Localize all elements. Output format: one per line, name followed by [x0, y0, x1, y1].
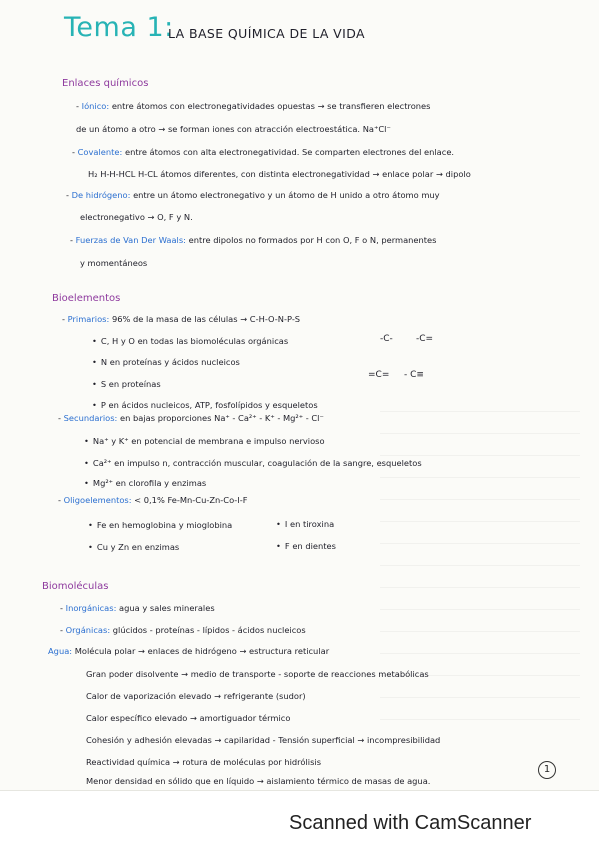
label-primarios: Primarios:	[67, 314, 110, 324]
agua-property: Calor de vaporización elevado → refrigerante (sudor)	[86, 691, 306, 701]
agua-property: Gran poder disolvente → medio de transporte - soporte de reacciones metabólicas	[86, 669, 429, 679]
agua-property: Cohesión y adhesión elevadas → capilaridad - Tensión superficial → incompresibilidad	[86, 735, 441, 745]
label-hidrogeno: De hidrógeno:	[71, 190, 131, 200]
page-subtitle: LA BASE QUÍMICA DE LA VIDA	[168, 26, 365, 41]
section-heading-enlaces: Enlaces químicos	[62, 78, 149, 89]
text-hidrogeno-2: electronegativo → O, F y N.	[80, 212, 193, 222]
enlace-hidrogeno: - De hidrógeno: entre un átomo electronegativo y un átomo de H unido a otro átomo muy	[66, 190, 440, 200]
enlace-ionico: - Iónico: entre átomos con electronegatividades opuestas → se transfieren electrones	[76, 101, 431, 111]
list-item: • F en dientes	[276, 541, 336, 551]
bioelementos-primarios: - Primarios: 96% de la masa de las células → C-H-O-N-P-S	[62, 314, 301, 324]
page-number: 1	[538, 761, 556, 779]
text-ionico-2: de un átomo a otro → se forman iones con atracción electroestática. Na⁺Cl⁻	[76, 124, 391, 134]
list-item: • Cu y Zn en enzimas	[88, 542, 179, 552]
agua-property: Menor densidad en sólido que en líquido → aislamiento térmico de masas de agua.	[86, 776, 431, 786]
list-item: • N en proteínas y ácidos nucleicos	[92, 357, 240, 367]
text-agua: Molécula polar → enlaces de hidrógeno → estructura reticular	[74, 646, 330, 656]
list-item: • Fe en hemoglobina y mioglobina	[88, 520, 232, 530]
biomoleculas-organicas: - Orgánicas: glúcidos - proteínas - lípidos - ácidos nucleicos	[60, 625, 306, 635]
biomoleculas-agua	[48, 646, 329, 656]
label-secundarios: Secundarios:	[63, 413, 118, 423]
enlace-covalente: - Covalente: entre átomos con alta electronegatividad. Se comparten electrones del enlace.	[72, 147, 455, 157]
bioelementos-oligoelementos: - Oligoelementos: < 0,1% Fe-Mn-Cu-Zn-Co-I-F	[58, 495, 248, 505]
list-item: • Na⁺ y K⁺ en potencial de membrana e impulso nervioso	[84, 436, 325, 446]
list-item: • Ca²⁺ en impulso n, contracción muscular, coagulación de la sangre, esqueletos	[84, 458, 422, 468]
biomoleculas-inorganicas: - Inorgánicas: agua y sales minerales	[60, 603, 215, 613]
label-organicas: Orgánicas:	[65, 625, 111, 635]
list-item: • P en ácidos nucleicos, ATP, fosfolípidos y esqueletos	[92, 400, 318, 410]
label-ionico: Iónico:	[81, 101, 110, 111]
label-agua: Agua:	[48, 646, 73, 656]
text-organicas: glúcidos - proteínas - lípidos - ácidos nucleicos	[112, 625, 306, 635]
text-ionico: entre átomos con electronegatividades opuestas → se transfieren electrones	[111, 101, 431, 111]
enlace-van-der-waals: - Fuerzas de Van Der Waals: entre dipolos no formados por H con O, F o N, permanentes	[70, 235, 437, 245]
list-item: • I en tiroxina	[276, 519, 334, 529]
text-secundarios: en bajas proporciones Na⁺ - Ca²⁺ - K⁺ - Mg²⁺ - Cl⁻	[120, 413, 324, 423]
section-heading-bioelementos: Bioelementos	[52, 293, 121, 304]
bioelementos-secundarios: - Secundarios: en bajas proporciones Na⁺ - Ca²⁺ - K⁺ - Mg²⁺ - Cl⁻	[58, 413, 324, 423]
text-oligoelementos: < 0,1% Fe-Mn-Cu-Zn-Co-I-F	[134, 495, 248, 505]
section-heading-biomoleculas: Biomoléculas	[42, 581, 109, 592]
text-van-der-waals-2: y momentáneos	[80, 258, 148, 268]
label-oligoelementos: Oligoelementos:	[63, 495, 132, 505]
label-inorganicas: Inorgánicas:	[65, 603, 117, 613]
text-inorganicas: agua y sales minerales	[119, 603, 215, 613]
text-covalente-2: H₂ H-H-HCL H-CL átomos diferentes, con distinta electronegatividad → enlace polar → dipolo	[88, 169, 471, 179]
text-van-der-waals: entre dipolos no formados por H con O, F o N, permanentes	[188, 235, 437, 245]
carbon-bond-triple: - C≡	[404, 370, 424, 380]
agua-property: Calor específico elevado → amortiguador térmico	[86, 713, 291, 723]
list-item: • C, H y O en todas las biomoléculas orgánicas	[92, 336, 288, 346]
label-covalente: Covalente:	[77, 147, 123, 157]
scanner-watermark: Scanned with CamScanner	[289, 812, 532, 834]
text-hidrogeno: entre un átomo electronegativo y un átomo de H unido a otro átomo muy	[133, 190, 440, 200]
text-covalente: entre átomos con alta electronegatividad. Se comparten electrones del enlace.	[124, 147, 455, 157]
list-item: • Mg²⁺ en clorofila y enzimas	[84, 478, 206, 488]
list-item: • S en proteínas	[92, 379, 161, 389]
carbon-bond-single: -C-	[380, 334, 393, 344]
label-van-der-waals: Fuerzas de Van Der Waals:	[75, 235, 186, 245]
carbon-bond-double: -C=	[416, 334, 434, 344]
agua-property: Reactividad química → rotura de moléculas por hidrólisis	[86, 757, 322, 767]
text-primarios: 96% de la masa de las células → C-H-O-N-P-S	[111, 314, 301, 324]
page-title: Tema 1:	[64, 12, 174, 43]
carbon-bond-two-double: =C=	[368, 370, 390, 380]
